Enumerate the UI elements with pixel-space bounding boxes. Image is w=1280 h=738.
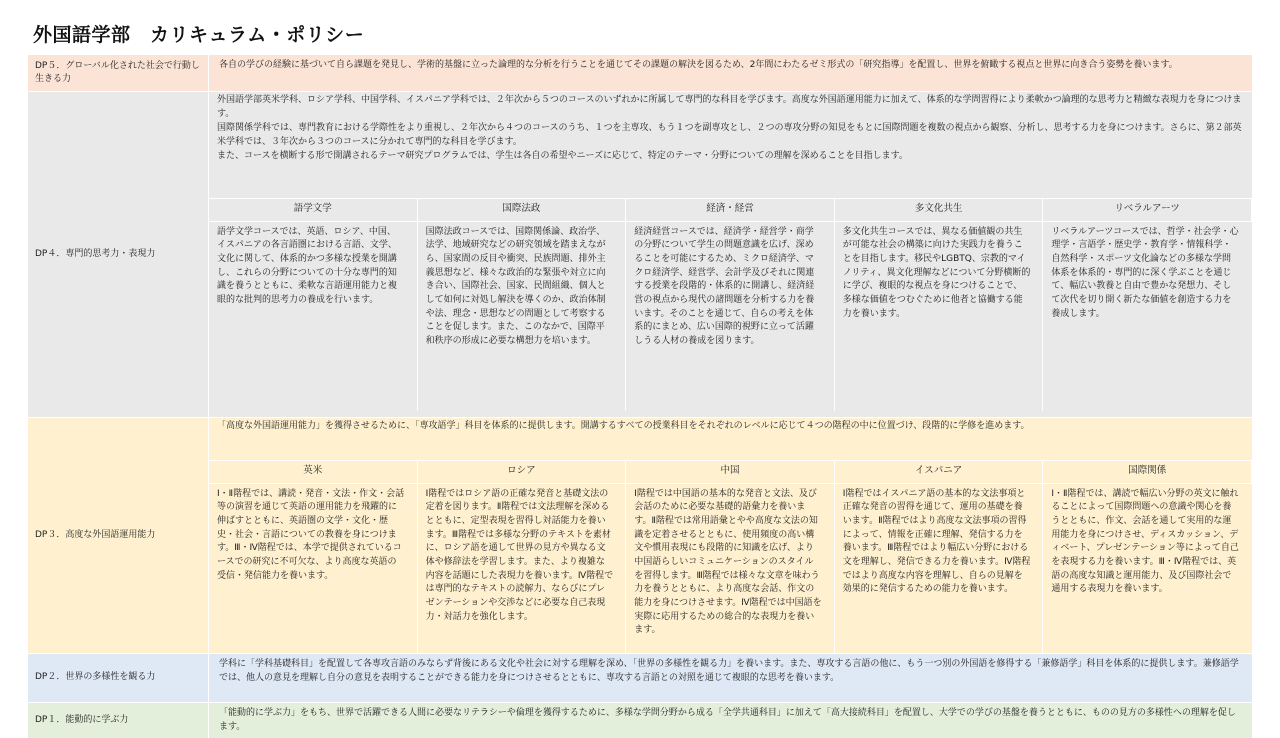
page-title: 外国語学部 カリキュラム・ポリシー	[33, 24, 365, 46]
course-header-multicultural: 多文化共生	[835, 199, 1044, 222]
dp4-course-grid	[209, 198, 1252, 411]
dp3-intro: 「高度な外国語運用能力」を獲得させるために、「専攻語学」科目を体系的に提供します。開講するすべての授業科目をそれぞれのレベルに応じて４つの階程の中に位置づけ、段階的に学修を進めます。	[217, 421, 1030, 431]
course-text-liberal-arts: リベラルアーツコースでは、哲学・社会学・心理学・言語学・歴史学・教育学・情報科学・自然科学・スポーツ文化論などの多様な学問体系を体系的・専門的に深く学ぶことを通じて、幅広い教養と自由で豊かな発想力、そして次代を切り開く新たな価値を創造する力を養成します。	[1051, 226, 1239, 319]
dp5-text: 各自の学びの経験に基づいて自ら課題を発見し、学術的基盤に立った論理的な分析を行うことを通じてその課題の解決を図るため、2年間にわたるゼミ形式の「研究指導」を配置し、世界を俯瞰する視点と世界に向き合う姿勢を養います。	[209, 55, 1252, 91]
dp5-label: DP５．グローバル化された社会で行動し生きる力	[28, 55, 209, 91]
course-header-economics: 経済・経営	[626, 199, 835, 222]
course-text-economics: 経済経営コースでは、経済学・経営学・商学の分野について学生の問題意識を広げ、深めることを可能にするため、ミクロ経済学、マクロ経済学、経営学、会計学及びそれに関連する授業を段階的・体系的に開講し、経済経営の視点から現代の諸問題を分析する力を養います。そのことを通じて、自らの考えを体系的にまとめ、広い国際的視野に立って活躍しうる人材の養成を図ります。	[626, 222, 835, 411]
dp4-label: DP４．専門的思考力・表現力	[28, 92, 209, 417]
dp4-intro: 外国語学部英米学科、ロシア学科、中国学科、イスパニア学科では、２年次から５つのコースのいずれかに所属して専門的な科目を学びます。高度な外国語運用能力に加えて、体系的な学問習得により柔軟かつ論理的な思考力と精緻な表現力を身につけます。 国際関係学科では、専門教育における学際性をより重視し、２年次から４つのコースのうち、１つを主専攻、もう１つを副専攻とし、２つの専攻分野の知見をもとに国際問題を複数の視点から観察、分析し、思考する力を身につけます。さらに、第２部英米学科では、３年次から３つのコースに分かれて専門的な科目を学びます。 また、コースを横断する形で開講されるテーマ研究プログラムでは、学生は各自の希望やニーズに応じて、特定のテーマ・分野についての理解を深めることを目指します。	[217, 95, 1242, 161]
dp2-label: DP２．世界の多様性を観る力	[28, 654, 209, 702]
language-text-english: Ⅰ・Ⅱ階程では、講読・発音・文法・作文・会話等の演習を通じて英語の運用能力を飛躍的に伸ばすとともに、英語圏の文学・文化・歴史・社会・言語についての教養を身につけます。Ⅲ・Ⅳ階程では、本学で提供されているコースでの研究に不可欠な、より高度な英語の受信・発信能力を養います。	[209, 484, 418, 653]
language-header-international: 国際関係	[1043, 461, 1252, 484]
dp1-label: DP１．能動的に学ぶ力	[28, 703, 209, 738]
language-text-international: Ⅰ・Ⅱ階程では、講読で幅広い分野の英文に触れることによって国際問題への意識や関心を養うとともに、作文、会話を通して実用的な運用能力を身につけさせ、ディスカッション、ディベート、プレゼンテーション等によって自己を表現する力を養います。Ⅲ・Ⅳ階程では、英語の高度な知識と運用能力、及び国際社会で通用する表現力を養います。	[1051, 488, 1239, 595]
language-header-chinese: 中国	[626, 461, 835, 484]
language-text-spanish: Ⅰ階程ではイスパニア語の基本的な文法事項と正確な発音の習得を通じて、運用の基礎を養います。Ⅱ階程ではより高度な文法事項の習得によって、情報を正確に理解、発信する力を養います。Ⅲ階程ではより幅広い分野における文を理解し、発信できる力を養います。Ⅳ階程ではより高度な内容を理解し、自らの見解を効果的に発信するための能力を養います。	[835, 484, 1044, 653]
course-header-law-politics: 国際法政	[418, 199, 627, 222]
course-header-literature: 語学文学	[209, 199, 418, 222]
language-text-chinese: Ⅰ階程では中国語の基本的な発音と文法、及び会話のために必要な基礎的語彙力を養います。Ⅱ階程では常用語彙とやや高度な文法の知識を定着させるとともに、使用頻度の高い構文や慣用表現にも段階的に知識を広げ、より中国語らしいコミュニケーションのスタイルを習得します。Ⅲ階程では様々な文章を味わう力を養うとともに、より高度な会話、作文の能力を身につけさせます。Ⅳ階程では中国語を実際に応用するための総合的な表現力を養います。	[626, 484, 835, 653]
dp1-text: 「能動的に学ぶ力」をもち、世界で活躍できる人間に必要なリテラシーや倫理を獲得するために、多様な学問分野から成る「全学共通科目」に加えて「高大接続科目」を配置し、大学での学びの基盤を養うとともに、ものの見方の多様性への理解を促します。	[209, 703, 1252, 738]
course-header-liberal-arts: リベラルアーツ	[1043, 199, 1252, 222]
course-text-law-politics: 国際法政コースでは、国際関係論、政治学、法学、地域研究などの研究領域を踏まえながら、国家間の反目や衝突、民族問題、排外主義思想など、様々な政治的な緊張や対立に向き合い、国際社会、国家、民間組織、個人として如何に対処し解決を導くのか、政治体制や法、理念・思想などの問題として考察することを促します。また、このなかで、国際平和秩序の形成に必要な構想力を培います。	[418, 222, 627, 411]
language-header-english: 英米	[209, 461, 418, 484]
dp3-language-grid	[209, 460, 1252, 653]
dp3-label: DP３．高度な外国語運用能力	[28, 418, 209, 653]
language-text-russian: Ⅰ階程ではロシア語の正確な発音と基礎文法の定着を図ります。Ⅱ階程では文法理解を深めるとともに、定型表現を習得し対話能力を養います。Ⅲ階程では多様な分野のテキストを素材に、ロシア語を通して世界の見方や異なる文体や修辞法を学習します。また、より複雑な内容を話題にした表現力を養います。Ⅳ階程では専門的なテキストの読解力、ならびにプレゼンテーションや交渉などに必要な自己表現力・対話力を強化します。	[418, 484, 627, 653]
course-text-multicultural: 多文化共生コースでは、異なる価値観の共生が可能な社会の構築に向けた実践力を養うことを目指します。移民やLGBTQ、宗教的マイノリティ、異文化理解などについて分野横断的に学び、複眼的な視点を身につけることで、多様な価値をつむぐために他者と協働する能力を養います。	[835, 222, 1044, 411]
dp3-content	[209, 418, 1252, 653]
dp4-content	[209, 92, 1252, 417]
policy-table	[28, 55, 1252, 738]
course-text-literature: 語学文学コースでは、英語、ロシア、中国、イスパニアの各言語圏における言語、文学、文化に関して、体系的かつ多様な授業を開講し、これらの分野についての十分な専門的知識を養うとともに、柔軟な言語運用能力と複眼的な批判的思考力の養成を行います。	[209, 222, 418, 411]
language-header-russian: ロシア	[418, 461, 627, 484]
language-header-spanish: イスパニア	[835, 461, 1044, 484]
dp2-text: 学科に「学科基礎科目」を配置して各専攻言語のみならず背後にある文化や社会に対する理解を深め、「世界の多様性を観る力」を養います。また、専攻する言語の他に、もう一つ別の外国語を修得する「兼修語学」科目を体系的に提供します。兼修語学では、他人の意見を理解し自分の意見を表明することができる能力を身につけさせるとともに、専攻する言語との対照を通じて複眼的な思考を養います。	[209, 654, 1252, 702]
